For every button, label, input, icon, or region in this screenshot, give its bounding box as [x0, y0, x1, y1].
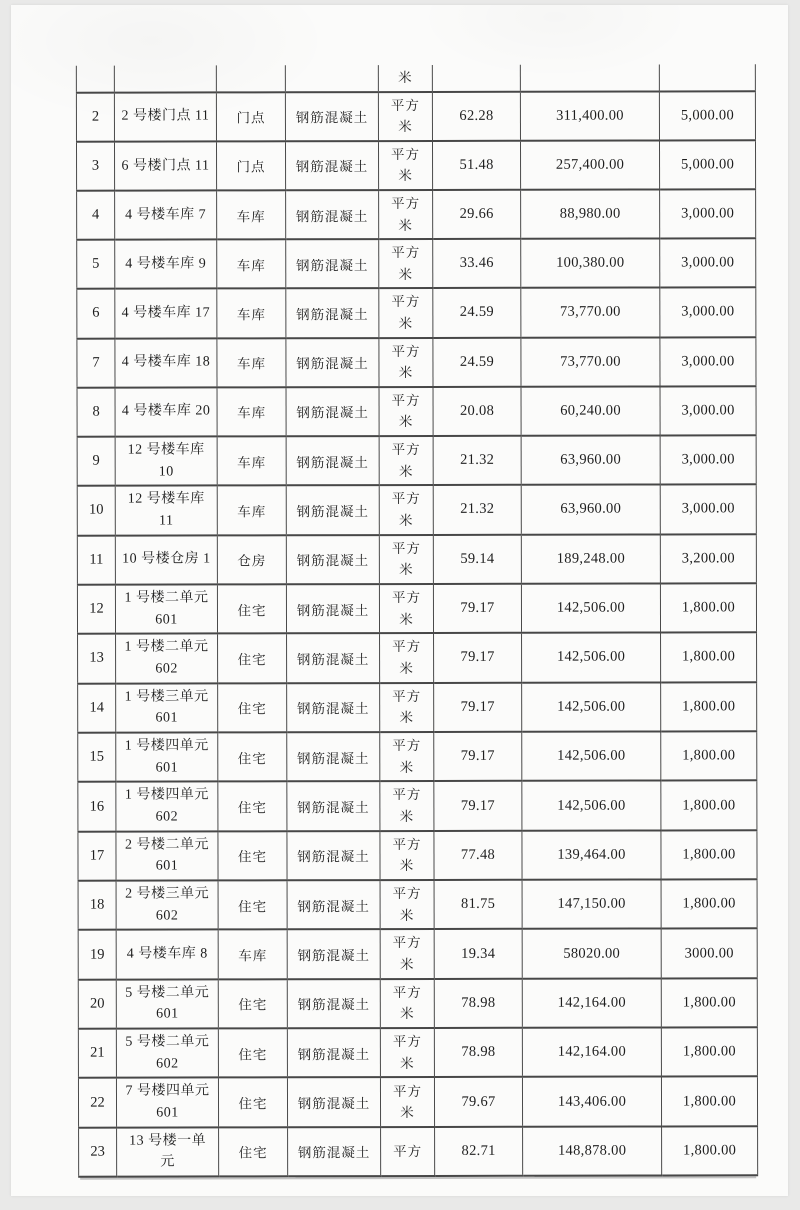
- table-row: [78, 830, 757, 881]
- cell-no: 23: [79, 1127, 117, 1176]
- cell-structure: 钢筋混凝土: [286, 190, 379, 239]
- cell-unit: 平方米: [380, 831, 434, 880]
- cell-area: 29.66: [433, 190, 521, 239]
- cell-area: 21.32: [433, 436, 521, 486]
- cell-name: 10 号楼仓房 1: [115, 535, 217, 584]
- cell-area: 77.48: [434, 830, 522, 880]
- cell-category: 车库: [217, 486, 286, 536]
- cell-no: 22: [78, 1078, 116, 1127]
- cell-amount: 100,380.00: [521, 239, 660, 288]
- cell-name: 1 号楼二单元 602: [116, 634, 218, 684]
- cell-structure: 钢筋混凝土: [286, 584, 379, 634]
- cell-name: 4 号楼车库 8: [116, 930, 218, 979]
- cell-name: 7 号楼四单元 601: [116, 1078, 218, 1128]
- cell-category: 车库: [217, 387, 286, 436]
- cell-category: 车库: [217, 190, 286, 239]
- cell-name: 12 号楼车库 11: [115, 486, 217, 536]
- cell-no: 13: [78, 634, 116, 683]
- cell-structure: 钢筋混凝土: [287, 732, 380, 782]
- cell-unit: 平方米: [378, 92, 432, 141]
- cell-category: 车库: [217, 239, 286, 288]
- cell-unit: 平方米: [379, 436, 433, 485]
- table-row: [79, 1126, 758, 1177]
- cell-unit: 平方米: [379, 485, 433, 534]
- cell-no: 15: [78, 733, 116, 782]
- cell-category: 车库: [217, 436, 286, 486]
- table-row: [77, 238, 756, 289]
- table-row: [77, 435, 756, 486]
- cell-price: 1,800.00: [661, 781, 757, 831]
- cell-category: 住宅: [218, 831, 287, 881]
- cell-no: 16: [78, 782, 116, 831]
- cell-no: 12: [77, 584, 115, 633]
- cell-amount: 142,164.00: [522, 1028, 661, 1078]
- cell-name: [114, 65, 216, 92]
- cell-amount: 143,406.00: [522, 1077, 661, 1127]
- cell-structure: 钢筋混凝土: [285, 141, 378, 190]
- cell-area: 79.17: [434, 633, 522, 683]
- table-row: [78, 633, 757, 684]
- cell-name: 12 号楼车库 10: [115, 436, 217, 486]
- cell-price: 1,800.00: [660, 583, 756, 633]
- table-row: [77, 189, 756, 240]
- cell-no: 9: [77, 437, 115, 486]
- cell-price: 3,000.00: [660, 337, 756, 386]
- cell-category: 住宅: [218, 880, 287, 930]
- cell-no: 10: [77, 486, 115, 535]
- cell-unit: 平方米: [378, 141, 432, 190]
- cell-unit: 平方米: [379, 239, 433, 288]
- cell-category: 车库: [217, 289, 286, 338]
- cell-structure: [285, 65, 378, 92]
- table-row: [77, 337, 756, 388]
- cell-area: 21.32: [433, 485, 521, 535]
- cell-price: 1,800.00: [661, 1077, 757, 1127]
- cell-area: 33.46: [433, 239, 521, 288]
- cell-price: 3,000.00: [660, 189, 756, 238]
- cell-area: 79.67: [434, 1077, 522, 1127]
- cell-price: 3,000.00: [660, 435, 756, 485]
- table-row: [77, 583, 756, 634]
- table-row: [78, 978, 757, 1029]
- table-row: [78, 879, 757, 930]
- cell-name: 2 号楼门点 11: [114, 92, 216, 141]
- table-row: [78, 1027, 757, 1078]
- cell-area: 82.71: [435, 1127, 523, 1177]
- cell-amount: 147,150.00: [522, 880, 661, 930]
- cell-name: 1 号楼四单元 601: [116, 732, 218, 782]
- cell-name: 1 号楼四单元 602: [116, 782, 218, 832]
- cell-name: 1 号楼三单元 601: [116, 683, 218, 733]
- table-row: [78, 781, 757, 832]
- cell-no: [76, 66, 114, 93]
- cell-area: 19.34: [434, 929, 522, 978]
- cell-name: 13 号楼一单元: [117, 1127, 219, 1177]
- cell-unit: 平方米: [380, 1077, 434, 1126]
- cell-unit: 平方米: [380, 1028, 434, 1077]
- cell-category: 住宅: [218, 1078, 287, 1128]
- cell-price: [659, 64, 755, 91]
- cell-area: 51.48: [432, 141, 520, 190]
- table-row: [78, 682, 757, 733]
- cell-structure: 钢筋混凝土: [287, 979, 380, 1029]
- cell-unit: 平方米: [379, 288, 433, 337]
- cell-category: 住宅: [219, 1127, 288, 1177]
- cell-name: 4 号楼车库 9: [115, 240, 217, 289]
- cell-no: 2: [76, 92, 114, 141]
- cell-amount: 148,878.00: [523, 1126, 662, 1176]
- cell-structure: 钢筋混凝土: [287, 683, 380, 733]
- cell-structure: 钢筋混凝土: [287, 1077, 380, 1127]
- cell-no: 3: [76, 141, 114, 190]
- cell-no: 20: [78, 979, 116, 1028]
- cell-structure: 钢筋混凝土: [288, 1127, 381, 1177]
- cell-price: 3,000.00: [660, 238, 756, 287]
- cell-no: 8: [77, 387, 115, 436]
- cell-name: 5 号楼二单元 601: [116, 979, 218, 1029]
- cell-structure: 钢筋混凝土: [286, 239, 379, 288]
- cell-category: 住宅: [218, 979, 287, 1029]
- cell-amount: 63,960.00: [521, 485, 660, 535]
- cell-amount: 311,400.00: [520, 91, 659, 140]
- table-row: [77, 534, 756, 585]
- cell-no: 17: [78, 831, 116, 880]
- cell-no: 18: [78, 881, 116, 930]
- cell-category: 门点: [216, 92, 285, 141]
- table-row: [77, 288, 756, 339]
- cell-amount: [520, 64, 659, 91]
- cell-area: 24.59: [433, 288, 521, 337]
- cell-name: 2 号楼二单元 601: [116, 831, 218, 881]
- cell-area: 20.08: [433, 387, 521, 436]
- cell-name: 5 号楼二单元 602: [116, 1028, 218, 1078]
- cell-category: 车库: [218, 930, 287, 979]
- table-row: [76, 140, 755, 191]
- cell-structure: 钢筋混凝土: [286, 436, 379, 486]
- cell-name: 4 号楼车库 7: [115, 190, 217, 239]
- cell-category: 住宅: [217, 584, 286, 634]
- cell-structure: 钢筋混凝土: [287, 633, 380, 683]
- cell-price: 1,800.00: [661, 879, 757, 929]
- cell-unit: 平方米: [380, 929, 434, 978]
- cell-price: 3,000.00: [660, 288, 756, 337]
- cell-price: 1,800.00: [661, 1027, 757, 1077]
- cell-structure: 钢筋混凝土: [286, 535, 379, 584]
- cell-price: 1,800.00: [662, 1126, 758, 1176]
- cell-amount: 257,400.00: [520, 140, 659, 189]
- cell-area: 79.17: [434, 732, 522, 782]
- cell-unit: 平方米: [380, 979, 434, 1028]
- cell-structure: 钢筋混凝土: [287, 831, 380, 881]
- cell-unit: 平方米: [380, 732, 434, 781]
- cell-no: 11: [77, 535, 115, 584]
- cell-structure: 钢筋混凝土: [287, 930, 380, 979]
- cell-price: 3000.00: [661, 929, 757, 978]
- cell-no: 19: [78, 930, 116, 979]
- cell-structure: 钢筋混凝土: [287, 781, 380, 831]
- cell-unit: 平方: [381, 1127, 435, 1176]
- cell-structure: 钢筋混凝土: [286, 485, 379, 535]
- cell-price: 1,800.00: [661, 731, 757, 781]
- cell-no: 21: [78, 1029, 116, 1078]
- cell-structure: 钢筋混凝土: [286, 288, 379, 337]
- cell-category: 住宅: [218, 1028, 287, 1078]
- document-page: [11, 5, 788, 1196]
- cell-category: 仓房: [217, 535, 286, 584]
- cell-unit: 平方米: [379, 535, 433, 584]
- cell-amount: 142,506.00: [522, 682, 661, 732]
- cell-amount: 58020.00: [522, 929, 661, 978]
- cell-amount: 189,248.00: [521, 534, 660, 583]
- table-row: [77, 485, 756, 536]
- cell-category: 车库: [217, 338, 286, 387]
- cell-name: 1 号楼二单元 601: [115, 584, 217, 634]
- cell-unit: 平方米: [380, 781, 434, 830]
- cell-area: 79.17: [433, 584, 521, 634]
- table-row: [78, 731, 757, 782]
- cell-unit: 平方米: [380, 683, 434, 732]
- cell-no: 7: [77, 338, 115, 387]
- cell-category: 门点: [216, 141, 285, 190]
- cell-area: 78.98: [434, 978, 522, 1028]
- cell-amount: 88,980.00: [521, 189, 660, 238]
- cell-amount: 60,240.00: [521, 386, 660, 435]
- cell-structure: 钢筋混凝土: [286, 338, 379, 387]
- cell-structure: 钢筋混凝土: [286, 387, 379, 436]
- cell-no: 14: [78, 683, 116, 732]
- cell-unit: 平方米: [379, 337, 433, 386]
- cell-area: 79.17: [434, 781, 522, 831]
- cell-amount: 142,164.00: [522, 978, 661, 1028]
- cell-amount: 73,770.00: [521, 288, 660, 337]
- cell-unit: 平方米: [380, 880, 434, 929]
- cell-no: 5: [77, 240, 115, 289]
- cell-area: 59.14: [433, 534, 521, 583]
- cell-price: 5,000.00: [659, 140, 755, 189]
- cell-price: 3,000.00: [660, 485, 756, 535]
- table-row: [78, 1077, 757, 1128]
- cell-category: 住宅: [218, 782, 287, 832]
- cell-amount: 142,506.00: [522, 781, 661, 831]
- cell-structure: 钢筋混凝土: [287, 880, 380, 930]
- cell-category: 住宅: [218, 732, 287, 782]
- cell-price: 3,200.00: [660, 534, 756, 583]
- cell-category: 住宅: [218, 683, 287, 733]
- cell-area: 24.59: [433, 337, 521, 386]
- cell-price: 1,800.00: [661, 978, 757, 1028]
- cell-unit: 平方米: [379, 190, 433, 239]
- cell-name: 4 号楼车库 18: [115, 338, 217, 387]
- cell-structure: 钢筋混凝土: [287, 1028, 380, 1078]
- cell-name: 4 号楼车库 17: [115, 289, 217, 338]
- cell-price: 1,800.00: [661, 830, 757, 880]
- cell-amount: 142,506.00: [522, 633, 661, 683]
- table-row: [78, 929, 757, 980]
- cell-unit: 米: [378, 65, 432, 92]
- table-row: [76, 91, 755, 142]
- table-row: [77, 386, 756, 437]
- cell-price: 1,800.00: [661, 633, 757, 683]
- table-body: [76, 64, 757, 1177]
- cell-structure: 钢筋混凝土: [285, 92, 378, 141]
- cell-category: [216, 65, 285, 92]
- cell-name: 4 号楼车库 20: [115, 387, 217, 436]
- cell-unit: 平方米: [379, 387, 433, 436]
- cell-unit: 平方米: [380, 633, 434, 682]
- cell-price: 3,000.00: [660, 386, 756, 435]
- cell-amount: 139,464.00: [522, 830, 661, 880]
- cell-area: 79.17: [434, 682, 522, 732]
- cell-amount: 142,506.00: [522, 731, 661, 781]
- carryover-row: [76, 64, 755, 92]
- cell-category: 住宅: [218, 633, 287, 683]
- cell-amount: 142,506.00: [521, 583, 660, 633]
- cell-unit: 平方米: [379, 584, 433, 633]
- cell-no: 4: [77, 191, 115, 240]
- cell-amount: 73,770.00: [521, 337, 660, 386]
- cell-area: 81.75: [434, 880, 522, 930]
- cell-name: 2 号楼三单元 602: [116, 881, 218, 931]
- cell-area: 78.98: [434, 1028, 522, 1078]
- cell-name: 6 号楼门点 11: [114, 141, 216, 190]
- cell-area: 62.28: [432, 91, 520, 140]
- cell-price: 1,800.00: [661, 682, 757, 732]
- cell-area: [432, 65, 520, 92]
- cell-amount: 63,960.00: [521, 435, 660, 485]
- cell-price: 5,000.00: [659, 91, 755, 140]
- cost-table: [76, 64, 758, 1178]
- cell-no: 6: [77, 289, 115, 338]
